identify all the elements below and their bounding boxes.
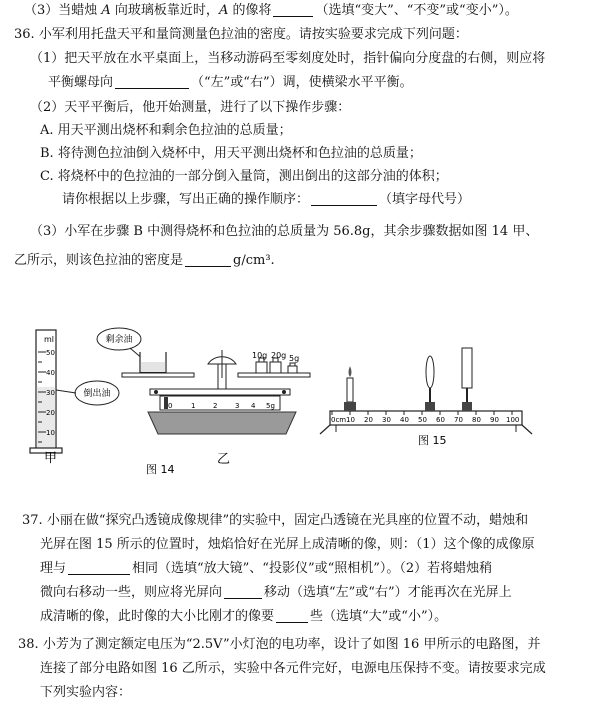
bench-tick: 50 [418, 416, 427, 424]
step-text: 将烧杯中的色拉油的一部分倒入量筒，测出倒出的这部分油的体积； [57, 169, 448, 184]
q36-step-c [40, 168, 448, 186]
graduated-cylinder [30, 330, 62, 453]
bench-tick: 90 [490, 416, 499, 424]
weight-label: 10g [252, 351, 268, 360]
bench-tick: 10 [346, 416, 355, 424]
convex-lens [426, 356, 434, 388]
q35-text: 向玻璃板靠近时， [110, 3, 219, 18]
q37-text: 些（选填“大”或“小”）。 [310, 609, 448, 624]
q37-text: 移动（选填“左”或“右”）才能再次在光屏上 [264, 585, 512, 600]
rider-tick: 1 [191, 402, 196, 410]
q36-step-b [40, 145, 422, 163]
question-text: 小丽在做“探究凸透镜成像规律”的实验中，固定凸透镜在光具座的位置不动，蜡烛和 [46, 513, 529, 528]
q38-line1 [18, 636, 540, 654]
rider-tick: 5g [266, 402, 275, 410]
q36-text: 平衡螺母向 [48, 75, 114, 90]
cylinder-unit: ml [44, 335, 55, 344]
answer-blank[interactable] [224, 584, 262, 599]
var-a: A [101, 3, 111, 18]
rider-tick: 4 [251, 402, 256, 410]
q37-text: 成清晰的像，此时像的大小比刚才的像要 [40, 609, 275, 624]
step-text: 用天平测出烧杯和剩余色拉油的总质量； [57, 123, 292, 138]
weight-label: 20g [271, 351, 287, 360]
q37-line4 [40, 584, 512, 602]
question-number: 38. [18, 637, 39, 652]
q35-part3 [24, 2, 518, 20]
q36-text: （3）小军在步骤 B 中测得烧杯和色拉油的总质量为 [30, 224, 334, 239]
bench-tick: 100 [506, 416, 520, 424]
figures-14-15 [0, 292, 600, 492]
subfigure-label-b: 乙 [217, 452, 231, 467]
callout-poured-oil [56, 381, 119, 405]
bench-tick: 80 [472, 416, 481, 424]
q37-text: 相同（选填“放大镜”、“投影仪”或“照相机”）。（2）若将蜡烛稍 [132, 561, 493, 576]
cylinder-tick: 20 [46, 409, 55, 417]
cylinder-tick: 50 [46, 349, 55, 357]
question-text: 小军利用托盘天平和量筒测量色拉油的密度。请按实验要求完成下列问题： [38, 27, 468, 42]
cylinder-tick: 40 [46, 369, 55, 377]
q35-text: 的像将 [228, 3, 272, 18]
q36-text: 乙所示，则该色拉油的密度是 [14, 253, 184, 268]
q36-stem [14, 26, 468, 44]
question-number: 36. [14, 27, 35, 42]
figure-14-caption: 图 14 [146, 463, 175, 476]
answer-blank[interactable] [273, 2, 313, 17]
q38-line3: 下列实验内容： [40, 685, 132, 700]
q37-line3 [40, 560, 492, 578]
balance-scale [97, 328, 310, 434]
q35-text: （3）当蜡烛 [24, 3, 102, 18]
answer-blank[interactable] [185, 252, 231, 267]
figure-15-caption: 图 15 [418, 434, 447, 447]
label-poured-oil: 倒出油 [83, 389, 111, 399]
q36-part3-line1 [30, 223, 538, 241]
q36-part3-line2 [14, 252, 275, 270]
bench-tick: 40 [400, 416, 409, 424]
rider-tick: 3 [235, 402, 240, 410]
bench-tick: 70 [454, 416, 463, 424]
step-text: 将待测色拉油倒入烧杯中，用天平测出烧杯和色拉油的总质量； [57, 146, 422, 161]
bench-tick: 20 [364, 416, 373, 424]
step-letter: B. [40, 146, 54, 161]
subfigure-label-a: 甲 [44, 451, 58, 466]
q36-text: 请你根据以上步骤，写出正确的操作顺序： [62, 192, 310, 207]
answer-blank[interactable] [115, 74, 189, 89]
q36-text: （填字母代号） [379, 192, 471, 207]
measured-mass: 56.8g [333, 224, 371, 239]
q38-line2: 连接了部分电路如图 16 乙所示，实验中各元件完好，电源电压保持不变。请按要求完成 [40, 661, 546, 676]
density-unit: g/cm³. [233, 253, 275, 268]
bench-tick: 60 [436, 416, 445, 424]
cylinder-tick: 10 [46, 429, 55, 437]
q36-text: （“左”或“右”）调，使横梁水平平衡。 [191, 75, 413, 90]
question-text: 小芳为了测定额定电压为“2.5V”小灯泡的电功率，设计了如图 16 甲所示的电路图，并 [42, 637, 541, 652]
q36-order [62, 191, 470, 209]
step-letter: A. [40, 123, 54, 138]
rider-tick: 0 [168, 402, 173, 410]
q36-step-a [40, 122, 292, 140]
candle-flame [349, 366, 352, 377]
answer-blank[interactable] [311, 191, 377, 206]
weight-label: 5g [289, 354, 300, 363]
question-number: 37. [22, 513, 43, 528]
cylinder-tick: 30 [46, 389, 55, 397]
light-screen [462, 348, 472, 388]
q35-text: （选填“变大”、“不变”或“变小”）。 [315, 3, 518, 18]
q37-line1 [22, 512, 528, 530]
var-a: A [218, 3, 229, 18]
q36-part1-line1: （1）把天平放在水平桌面上，当移动游码至零刻度处时，指针偏向分度盘的右侧，则应将 [30, 51, 546, 66]
rider-tick: 2 [213, 402, 218, 410]
label-remaining-oil: 剩余油 [105, 335, 133, 345]
q37-text: 微向右移动一些，则应将光屏向 [40, 585, 223, 600]
answer-blank[interactable] [276, 608, 308, 623]
q37-text: 理与 [40, 561, 67, 576]
answer-blank[interactable] [68, 560, 130, 575]
q37-line2: 光屏在图 15 所示的位置时，烛焰恰好在光屏上成清晰的像，则：（1）这个像的成像原 [40, 537, 535, 552]
q36-text: ，其余步骤数据如图 14 甲、 [370, 224, 539, 239]
q37-line5 [40, 608, 447, 626]
q36-part1-line2 [48, 74, 413, 92]
bench-tick: 30 [382, 416, 391, 424]
bench-tick: 0cm [331, 416, 347, 424]
step-letter: C. [40, 169, 54, 184]
optical-bench [320, 348, 532, 434]
q36-part2: （2）天平平衡后，他开始测量，进行了以下操作步骤： [30, 100, 351, 115]
